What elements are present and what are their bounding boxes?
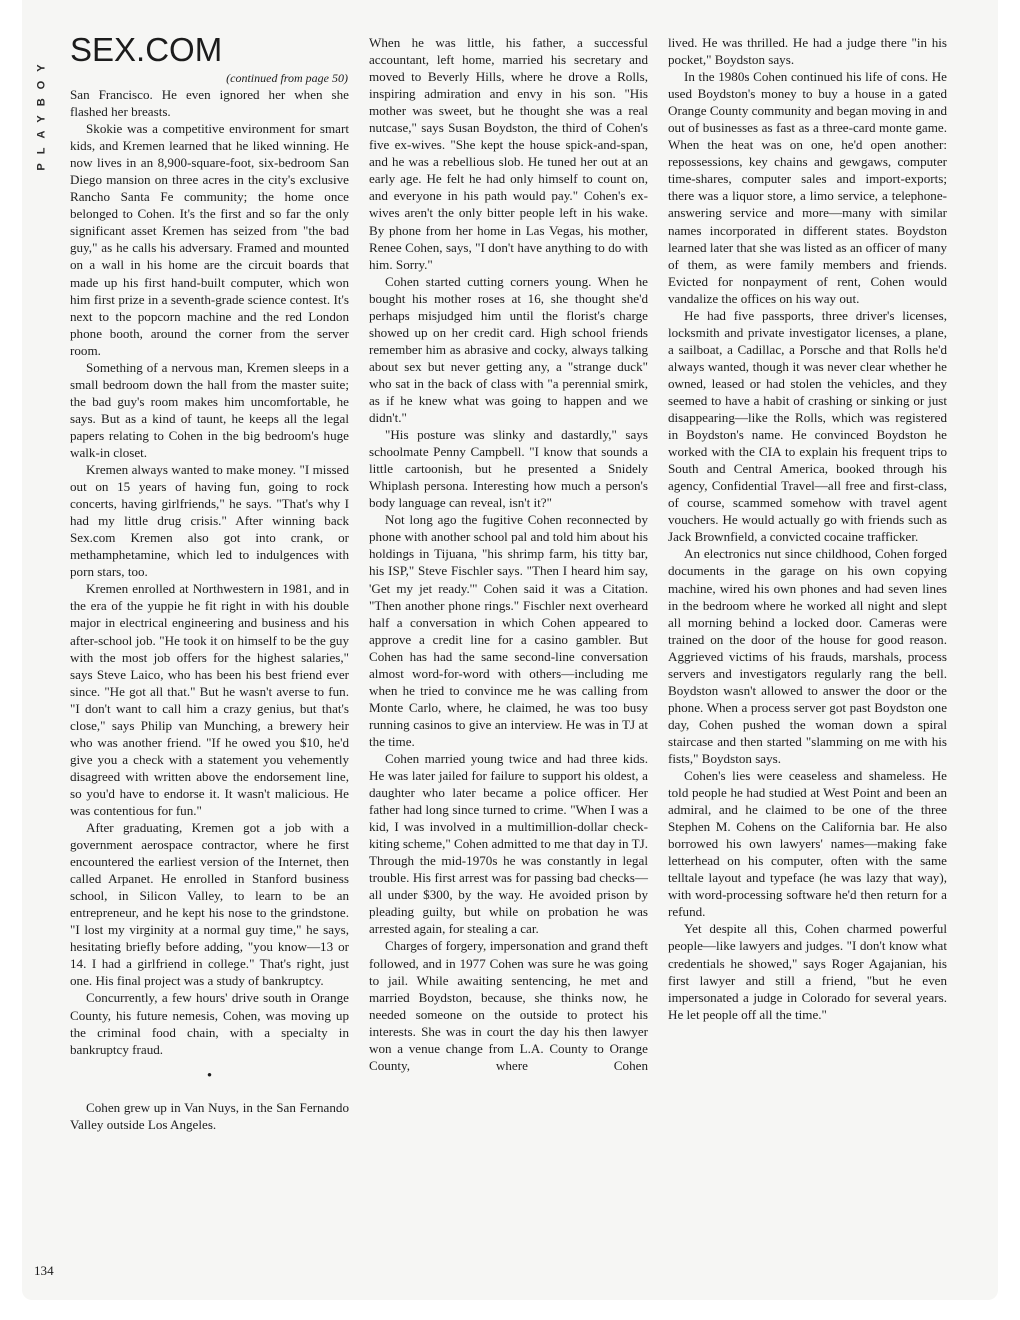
paragraph: Cohen grew up in Van Nuys, in the San Fernando Valley outside Los Angeles. — [70, 1099, 349, 1132]
magazine-name: PLAYBOY — [36, 55, 49, 171]
paragraph: Yet despite all this, Cohen charmed powerful people—like lawyers and judges. "I don't know what credentials he showed," says Roger Agajanian, his first lawyer and still a friend, "but he even impersonated a judge in Colorado for several years. He let people off all the time." — [668, 921, 947, 1022]
paragraph: Not long ago the fugitive Cohen reconnected by phone with another school pal and told him about his holdings in Tijuana, "his shrimp farm, his titty bar, his ISP," Steve Fischler says. "Then I heard him say, 'Get my jet ready.'" Cohen said it was a Citation. "Then another phone rings." Fischler next overheard half a conversation in which Cohen appeared to approve a credit line for a casino gambler. But Cohen has had the same second-line conversation almost word-for-word with others—including me when he tried to convince me he was calling from Monte Carlo, where, he claimed, he was too busy running casinos to give an interview. He was in TJ at the time. — [369, 512, 648, 749]
paragraph: An electronics nut since childhood, Cohen forged documents in the garage on his own copying machine, wired his own phones and had seven lines in the bedroom where he worked all night and slept all morning behind a locked door. Cameras were trained on the door of the house for good reason. Aggrieved victims of his frauds, marshals, process servers and investigators regularly rang the bell. Boydston wasn't allowed to answer the door or the phone. When a process server got past Boydston one day, Cohen pushed the woman down a spiral staircase and then started "slamming on me with his fists," Boydston says. — [668, 546, 947, 766]
paragraph: He had five passports, three driver's licenses, locksmith and private investigator licenses, a plane, a sailboat, a Cadillac, a Porsche and that Rolls he'd always wanted, though it was never clear whether he owned, leased or had stolen the vehicles, and they seemed to have a habit of crashing or sinking or just disappearing—like the Rolls, which was registered in Boydston's name. He convinced Boydston he worked with the CIA to explain his frequent trips to South and Central America, booked through his agency, Confidential Travel—all free and first-class, of course, scammed somehow with travel agent vouchers. He would actually go with friends such as Jack Brownfield, a convicted cocaine trafficker. — [668, 307, 947, 545]
paragraph: "His posture was slinky and dastardly," says schoolmate Penny Campbell. "I know that sounds a little cartoonish, but he presented a Snidely Whiplash persona. Interesting how much a person's body language can reveal, isn't it?" — [369, 427, 648, 511]
article-headline: SEX.COM — [70, 31, 223, 68]
column-2 — [369, 34, 648, 1074]
paragraph: In the 1980s Cohen continued his life of cons. He used Boydston's money to buy a house in a gated Orange County community and began moving in and out of businesses as fast as a three-card monte game. When the heat was on one, he'd open another: repossessions, key chains and gewgaws, computer time-shares, computer sales and import-exports; there was a liquor store, a limo service, a telephone-answering service and more—many with similar names incorporated in different states. Boydston learned later that she was listed as an officer of many of them, as were family members and friends. Evicted for nonpayment of rent, Cohen would vandalize the offices on his way out. — [668, 69, 947, 306]
paragraph: Cohen's lies were ceaseless and shameless. He told people he had studied at West Point and been an admiral, and he claimed to be one of the three Stephen M. Cohens on the California bar. He also borrowed his own lawyers' names—making fake letterhead on his computer, often with the same telltale layout and typeface (he was lazy that way), with word-processing software he'd then return for a refund. — [668, 768, 947, 920]
section-break-bullet: • — [206, 1067, 213, 1084]
paragraph: Cohen married young twice and had three kids. He was later jailed for failure to support his oldest, a daughter who later became a police officer. Her father had long since turned to crime. "When I was a kid, I was involved in a multimillion-dollar check-kiting scheme," Cohen admitted to me that day in TJ. Through the mid-1970s he was constantly in legal trouble. His first arrest was for passing bad checks—all under $300, by the way. He avoided prison by pleading guilty, but while on probation he was arrested again, for stealing a car. — [369, 750, 648, 937]
paragraph: lived. He was thrilled. He had a judge there "in his pocket," Boydston says. — [668, 35, 947, 68]
paragraph: Something of a nervous man, Kremen sleeps in a small bedroom down the hall from the master suite; the bad guy's room makes him uncomfortable, he says. But as a kind of taunt, he keeps all the legal papers relating to Cohen in the big bedroom's huge walk-in closet. — [70, 359, 349, 460]
paragraph: When he was little, his father, a successful accountant, left home, married his secretary and moved to Beverly Hills, where he drove a Rolls, inspiring admiration and envy in his son. "His mother was sweet, but he thought she was a real nutcase," says Susan Boydston, the third of Cohen's five ex-wives. "She kept the house spick-and-span, and he was a rebellious slob. He tuned her out at an early age. He felt he had only himself to count on, and everyone in his path would pay." Cohen's ex-wives aren't the only bitter people left in his wake. By phone from her home in Las Vegas, his mother, Renee Cohen, says, "I don't have anything to do with him. Sorry." — [369, 35, 648, 272]
magazine-name-vertical — [34, 28, 50, 198]
paragraph: Kremen enrolled at Northwestern in 1981, and in the era of the yuppie he fit right in with his double major in electrical engineering and business and his after-school job. "He took it on himself to be the guy with the most job offers for the highest salaries," says Steve Laico, who has been his best friend ever since. "He got all that." But he wasn't averse to fun. "I don't want to call him a crazy genius, but that's close," says Philip van Munching, a brewery heir who was another friend. "If he owed you $10, he'd give you a check with a statement you vehemently disagreed with written above the endorsement line, so you'd have to endorse it. It wasn't malicious. He was contentious for fun." — [70, 581, 349, 818]
paragraph: Cohen started cutting corners young. When he bought his mother roses at 16, she thought she'd perhaps misjudged him until the florist's charge showed up on her credit card. High school friends remember him as abrasive and cocky, always talking about sex but never getting any, a "strange duck" who sat in the back of class with "a perennial smirk, as if he knew what was going to happen and we didn't." — [369, 273, 648, 426]
paragraph: San Francisco. He even ignored her when she flashed her breasts. — [70, 87, 349, 120]
column-3 — [668, 34, 947, 1023]
paragraph: Skokie was a competitive environment for smart kids, and Kremen learned that he liked winning. He now lives in an 8,900-square-foot, six-bedroom San Diego mansion on three acres in the city's exclusive Rancho Santa Fe community; the home once belonged to Cohen. It's the first and so far the only significant asset Kremen has seized from "the bad guy," as he calls his adversary. Framed and mounted on a wall in his home are the circuit boards that made up his first hand-built computer, which won him first prize in a seventh-grade science contest. It's next to the popcorn machine and the red London phone booth, around the corner from the server room. — [70, 121, 349, 358]
continued-note: (continued from page 50) — [226, 71, 348, 85]
paragraph: Kremen always wanted to make money. "I missed out on 15 years of having fun, going to rock concerts, having girlfriends," he says. "That's why I had my little drug crisis." After winning back Sex.com Kremen also got into crank, or methamphetamine, which led to indulgences with porn stars, too. — [70, 462, 349, 580]
paragraph: Concurrently, a few hours' drive south in Orange County, his future nemesis, Cohen, was moving up the criminal food chain, with a specialty in bankruptcy fraud. — [70, 990, 349, 1057]
column-1 — [70, 86, 349, 1133]
paragraph: Charges of forgery, impersonation and grand theft followed, and in 1977 Cohen was sure he was going to jail. While awaiting sentencing, he met and married Boydston, because, she thinks now, he needed someone on the outside to protect his interests. She was in court the day his then lawyer won a venue change from L.A. County to Orange County, where Cohen — [369, 938, 648, 1073]
paragraph: After graduating, Kremen got a job with a government aerospace contractor, where he first encountered the earliest version of the Internet, then called Arpanet. He enrolled in Stanford business school, in Silicon Valley, to learn to be an entrepreneur, and he kept his nose to the grindstone. "I lost my virginity at a normal guy time," he says, hesitating briefly before adding, "you know—13 or 14. I had a girlfriend in college." That's right, just one. His final project was a study of bankruptcy. — [70, 820, 349, 989]
page-number: 134 — [34, 1263, 54, 1278]
